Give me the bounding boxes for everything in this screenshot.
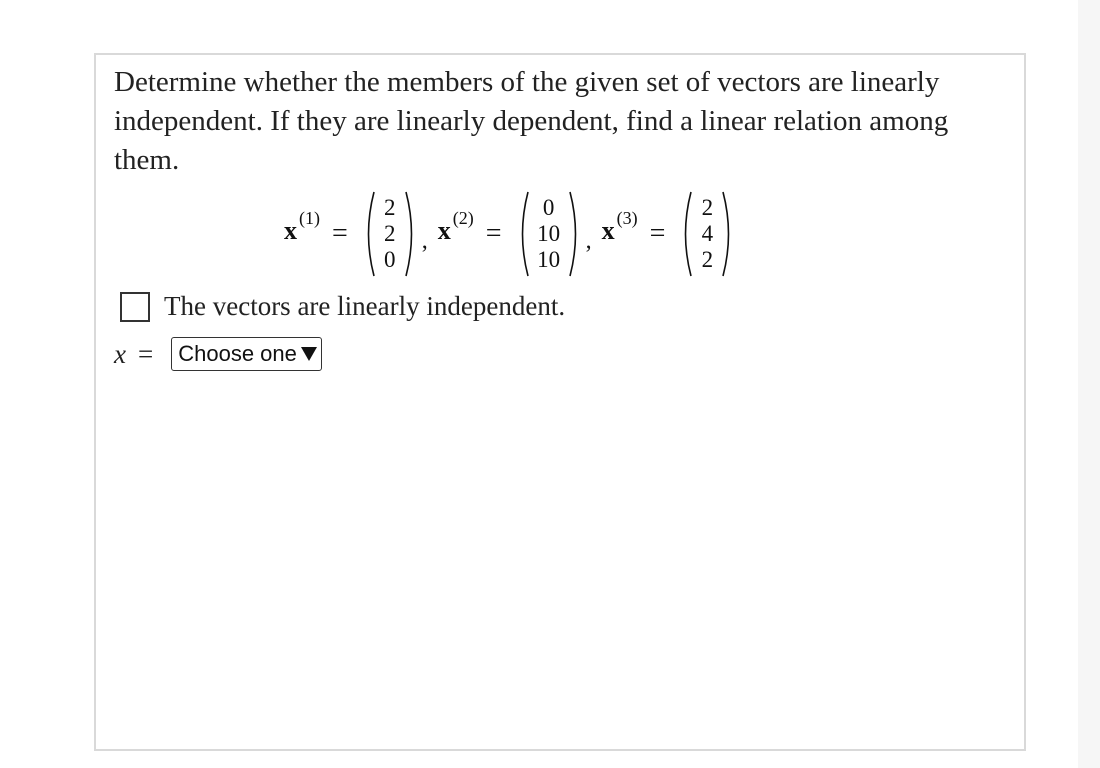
vector-2-equals: =	[485, 218, 502, 249]
question-panel	[94, 53, 1026, 751]
left-paren-icon	[516, 190, 530, 278]
answer-dropdown[interactable]	[171, 337, 322, 371]
vector-2-term	[438, 187, 602, 281]
vector-2-name	[437, 208, 474, 246]
answer-row	[114, 337, 322, 371]
vector-3-superscript: (3)	[616, 208, 638, 228]
right-paren-icon	[568, 190, 582, 278]
independence-checkbox[interactable]	[120, 292, 150, 322]
vector-1-symbol: x	[284, 216, 297, 245]
vector-1-components	[376, 195, 404, 273]
independence-option[interactable]	[120, 291, 565, 322]
vector-3-equals: =	[649, 218, 666, 249]
vector-2-symbol: x	[437, 216, 451, 245]
vector-2-column	[516, 187, 582, 281]
caret-down-icon	[301, 347, 317, 361]
vector-3-components	[693, 195, 721, 273]
vector-1-component-3: 0	[384, 247, 396, 272]
question-prompt: Determine whether the members of the given set of vectors are linearly independent. If they are linearly dependent, find a linear relation among them.	[114, 66, 949, 176]
answer-variable: x	[114, 338, 126, 369]
vector-2-component-2: 10	[537, 221, 561, 246]
vector-1-term	[284, 187, 438, 281]
vector-3-name	[601, 208, 638, 246]
vector-2-component-1: 0	[542, 195, 555, 220]
vector-1-component-2: 2	[384, 221, 396, 246]
separator-comma: ,	[421, 227, 428, 254]
vector-1-component-1: 2	[384, 195, 396, 220]
left-paren-icon	[362, 190, 376, 278]
vector-equation	[284, 187, 735, 281]
vector-2-component-3: 10	[537, 247, 561, 272]
vector-3-term	[602, 187, 736, 281]
vector-3-symbol: x	[601, 216, 615, 245]
independence-label: The vectors are linearly independent.	[164, 291, 566, 321]
vector-1-column	[362, 187, 418, 281]
vector-1-name	[284, 208, 320, 246]
left-paren-icon	[679, 190, 693, 278]
vector-1-superscript: (1)	[299, 208, 320, 228]
vector-3-component-1: 2	[701, 195, 714, 220]
right-paren-icon	[404, 190, 418, 278]
vector-3-component-3: 2	[701, 247, 714, 272]
right-paren-icon	[721, 190, 735, 278]
answer-equals: =	[137, 338, 154, 369]
vector-2-components	[530, 195, 568, 273]
vector-3-component-2: 4	[701, 221, 714, 246]
separator-comma: ,	[585, 227, 592, 254]
vector-2-superscript: (2)	[452, 208, 474, 228]
answer-dropdown-value: Choose one	[178, 341, 297, 366]
vector-3-column	[679, 187, 735, 281]
vector-1-equals: =	[332, 218, 348, 249]
